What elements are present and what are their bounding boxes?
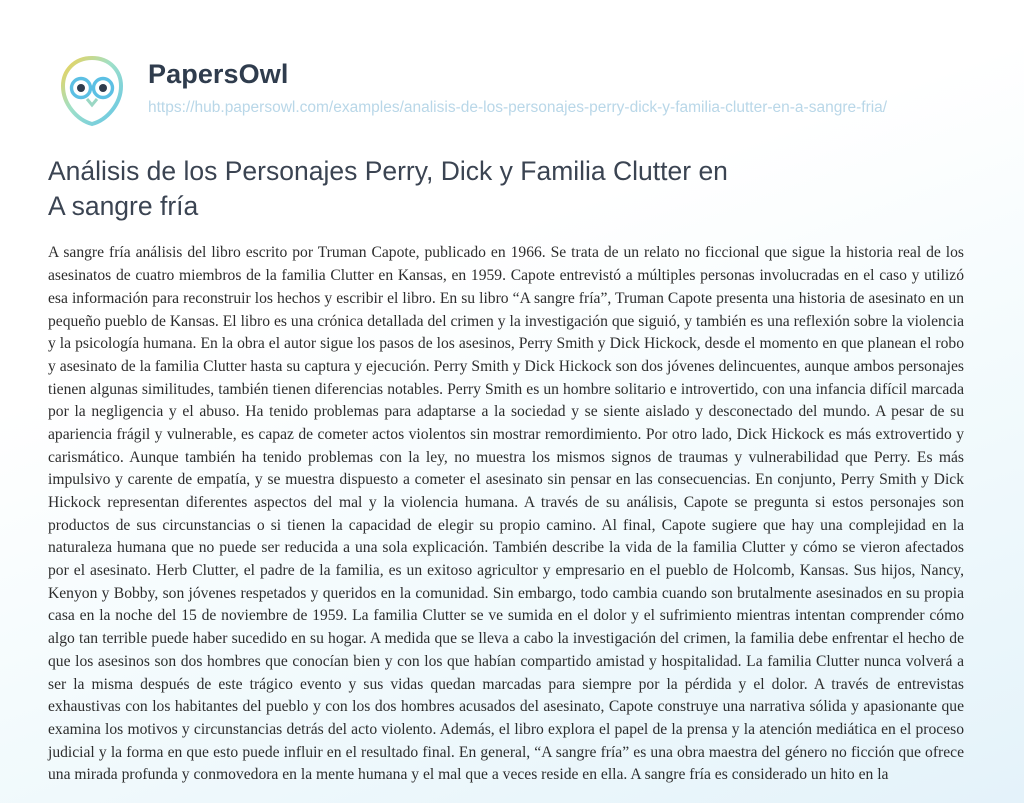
- brand-name: PapersOwl: [148, 59, 289, 89]
- site-header: [0, 0, 1024, 128]
- page-title: Análisis de los Personajes Perry, Dick y Familia Clutter en A sangre fría: [48, 156, 728, 222]
- owl-logo-icon: [54, 52, 130, 128]
- article-body: A sangre fría análisis del libro escrito por Truman Capote, publicado en 1966. Se trata de un relato no ficcional que sigue la historia real de los asesinatos de cuatro miembros de la familia Clutter en Kansas, en 1959. Capote entrevistó a múltiples personas involucradas en el caso y utilizó esa información para reconstruir los hechos y escribir el libro. En su libro “A sangre fría”, Truman Capote presenta una historia de asesinato en un pequeño pueblo de Kansas. El libro es una crónica detallada del crimen y la investigación que siguió, y también es una reflexión sobre la violencia y la psicología humana. En la obra el autor sigue los pasos de los asesinos, Perry Smith y Dick Hickock, desde el momento en que planean el robo y asesinato de la familia Clutter hasta su captura y ejecución. Perry Smith y Dick Hickock son dos jóvenes delincuentes, aunque ambos personajes tienen algunas similitudes, también tienen diferencias notables. Perry Smith es un hombre solitario e introvertido, con una infancia difícil marcada por la negligencia y el abuso. Ha tenido problemas para adaptarse a la sociedad y se siente aislado y desconectado del mundo. A pesar de su apariencia frágil y vulnerable, es capaz de cometer actos violentos sin mostrar remordimiento. Por otro lado, Dick Hickock es más extrovertido y carismático. Aunque también ha tenido problemas con la ley, no muestra los mismos signos de traumas y vulnerabilidad que Perry. Es más impulsivo y carente de empatía, y se muestra dispuesto a cometer el asesinato sin pensar en las consecuencias. En conjunto, Perry Smith y Dick Hickock representan diferentes aspectos del mal y la violencia humana. A través de su análisis, Capote se pregunta si estos personajes son productos de sus circunstancias o si tienen la capacidad de elegir su propio camino. Al final, Capote sugiere que hay una complejidad en la naturaleza humana que no puede ser reducida a una sola explicación. También describe la vida de la familia Clutter y cómo se vieron afectados por el asesinato. Herb Clutter, el padre de la familia, es un exitoso agricultor y empresario en el pueblo de Holcomb, Kansas. Sus hijos, Nancy, Kenyon y Bobby, son jóvenes respetados y queridos en la comunidad. Sin embargo, todo cambia cuando son brutalmente asesinados en su propia casa en la noche del 15 de noviembre de 1959. La familia Clutter se ve sumida en el dolor y el sufrimiento mientras intentan comprender cómo algo tan terrible puede haber sucedido en su hogar. A medida que se lleva a cabo la investigación del crimen, la familia debe enfrentar el hecho de que los asesinos son dos hombres que conocían bien y con los que habían compartido amistad y hospitalidad. La familia Clutter nunca volverá a ser la misma después de este trágico evento y sus vidas quedan marcadas para siempre por la pérdida y el dolor. A través de entrevistas exhaustivas con los habitantes del pueblo y con los dos hombres acusados del asesinato, Capote construye una narrativa sólida y apasionante que examina los motivos y circunstancias detrás del acto violento. Además, el libro explora el papel de la prensa y la atención mediática en el proceso judicial y la forma en que esto puede influir en el resultado final. En general, “A sangre fría” es una obra maestra del género no ficción que ofrece una mirada profunda y conmovedora en la mente humana y el mal que a veces reside en ella. A sangre fría es considerado un hito en la: [48, 244, 964, 784]
- brand-block: [148, 60, 887, 119]
- page-url[interactable]: https://hub.papersowl.com/examples/analisis-de-los-personajes-perry-dick-y-familia-clutter-en-a-sangre-fria/: [148, 98, 888, 116]
- article: [0, 128, 1024, 787]
